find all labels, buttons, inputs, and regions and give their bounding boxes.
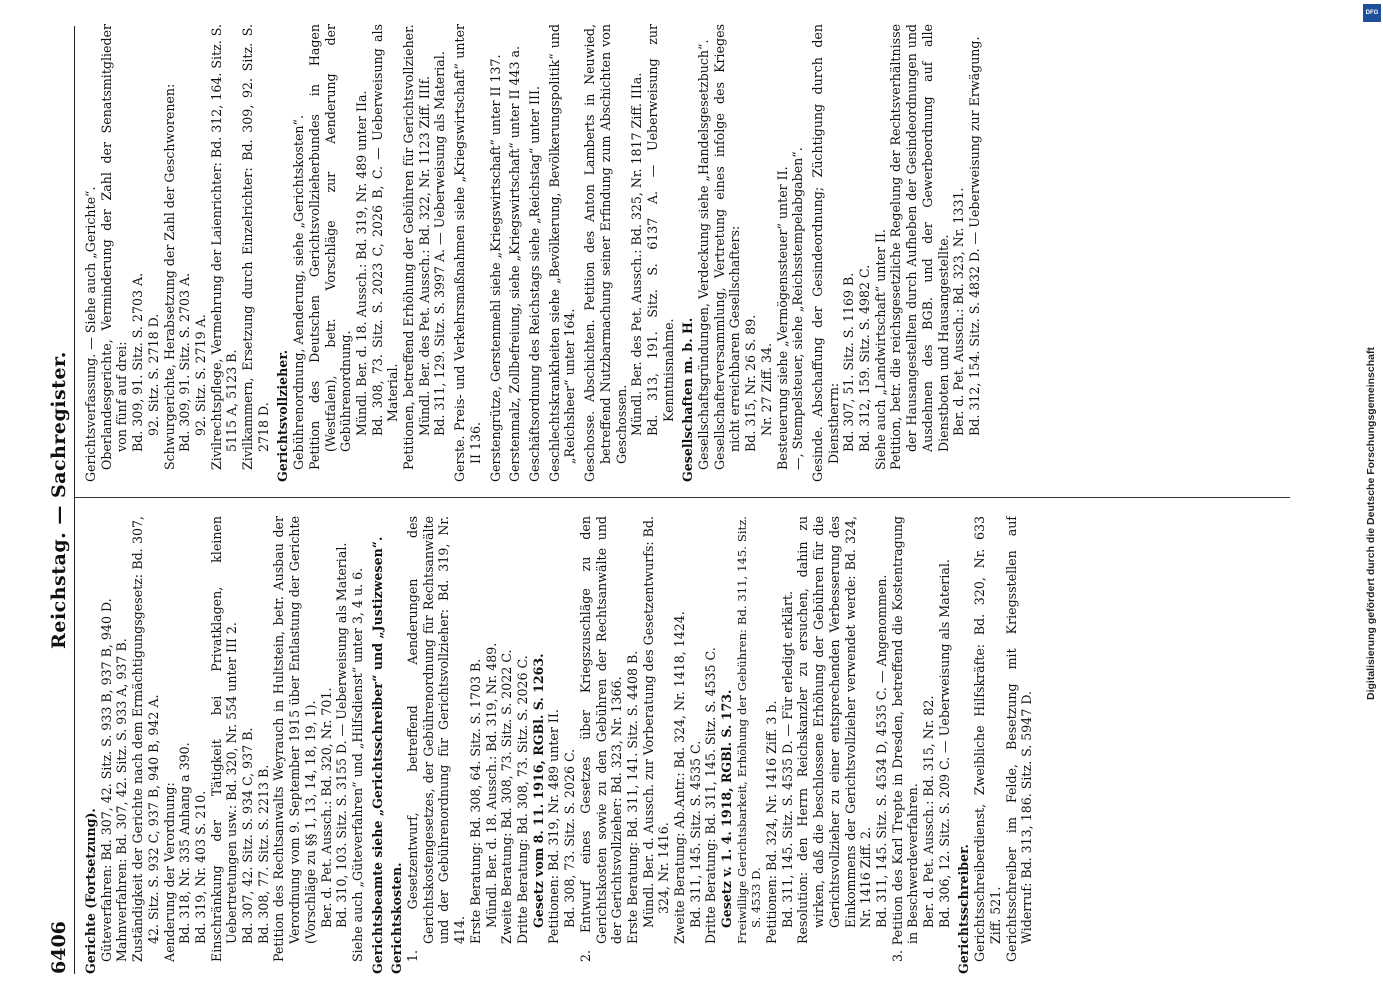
- register-entry: Mündl. Ber. des Pet. Aussch.: Bd. 325, Nr. 1817 Ziff. IIIa.: [629, 72, 645, 436]
- register-entry: Gerichtsverfassung. — Siehe auch „Gerichte“.: [83, 186, 98, 482]
- register-entry: Einschränkung der Tätigkeit bei Privatklagen, kleinen Uebertretungen usw.: Bd. 320, Nr. 554 unter III 2.: [208, 516, 240, 962]
- register-entry: Bd. 319, Nr. 403 S. 210.: [192, 790, 208, 944]
- dfg-logo: DFG: [1363, 4, 1381, 22]
- register-entry: Besteuerung siehe „Vermögenssteuer“ unter II.: [774, 166, 790, 470]
- register-entry: Gesinde. Abschaffung der Gesindeordnung; Züchtigung durch den Dienstherrn:: [809, 24, 841, 482]
- register-entry: Bd. 307, 42. Sitz. S. 934 C, 937 B.: [240, 727, 256, 944]
- register-entry: Petition des Rechtsanwalts Weyrauch in Hultstein, betr. Ausbau der Verordnung vom 9. September 1915 über Entlastung der Gerichte (Vorschläge zu §§ 1, 13, 14, 18, 19, 1).: [271, 516, 318, 962]
- register-entry: Resolution: den Herrn Reichskanzler zu ersuchen, dahin zu wirken, daß die beschlossene Erhöhung der Gebühren für die Gerichtsvollzieher zu einer entsprechenden Verbesserung des Einkommens der Gerichtsvollzieher verwendet werde: Bd. 324, Nr. 1416 Ziff. 2.: [795, 516, 874, 944]
- register-entry: Nr. 27 Ziff. 34.: [758, 342, 774, 436]
- register-entry: 1. Gesetzentwurf, betreffend Aenderungen des Gerichtskostengesetzes, der Gebührenordnung für Rechtsanwälte und der Gebührenordnung für Gerichtsvollzieher: Bd. 319, Nr. 414.: [405, 516, 468, 962]
- register-entry: Geschlechtskrankheiten siehe „Bevölkerung, Bevölkerungspolitik“ und „Reichsheer“ unter 164.: [546, 24, 578, 482]
- register-entry: 3. Petition des Karl Trepte in Dresden, betreffend die Kostentragung in Beschwerdeverfahren.: [889, 516, 921, 962]
- register-entry: Bd. 311, 145. Sitz. S. 4535 C.: [687, 740, 703, 928]
- register-entry: Gerichtskosten.: [389, 862, 405, 974]
- register-entry: Gerichtsschreiber.: [956, 844, 972, 974]
- register-entry: Gerstengrütze, Gerstenmehl siehe „Kriegswirtschaft“ unter II 137.: [487, 54, 503, 482]
- register-entry: Zuständigkeit der Gerichte nach dem Ermächtigungsgesetz: Bd. 307, 42. Sitz. S. 932 C, 937 B, 940 B, 942 A.: [130, 516, 161, 962]
- register-entry: Mündl. Ber. d. 18. Aussch.: Bd. 319, Nr. 489.: [483, 642, 499, 928]
- register-entry: Gerichte (Fortsetzung).: [83, 808, 98, 974]
- register-entry: Dritte Beratung: Bd. 311, 145. Sitz. S. 4535 C.: [703, 647, 719, 944]
- register-entry: Bd. 309, 91. Sitz. S. 2703 A.: [177, 272, 193, 452]
- register-entry: Oberlandesgerichte, Verminderung der Zahl der Senatsmitglieder von fünf auf drei:: [98, 24, 130, 470]
- register-entry: Bd. 311, 145. Sitz. S. 4534 D, 4535 C. — Angenommen.: [873, 574, 889, 928]
- register-entry: Bd. 312, 159. Sitz. S. 4982 C.: [857, 264, 873, 452]
- register-entry: Güteverfahren: Bd. 307, 42. Sitz. S. 933 B, 937 B, 940 D.: [98, 598, 114, 962]
- register-entry: Schwurgerichte, Herabsetzung der Zahl der Geschworenen:: [161, 83, 177, 470]
- register-entry: Petition, betr. die reichsgesetzliche Regelung der Rechtsverhältnisse der Hausangestellten durch Aufheben der Gesindeordnungen und Ausdehnen des BGB. und der Gewerbeordnung auf alle Dienstboten und Hausangestellte.: [888, 24, 951, 470]
- register-entry: Erste Beratung: Bd. 308, 64. Sitz. S. 1703 B.: [467, 658, 483, 944]
- register-entry: Gesetz v. 1. 4. 1918, RGBl. S. 173.: [719, 689, 735, 928]
- right-column: [75, 24, 1313, 482]
- register-entry: Petitionen: Bd. 319, Nr. 489 unter II.: [546, 709, 562, 944]
- register-entry: 92. Sitz. S. 2718 D.: [145, 313, 161, 436]
- register-entry: Mündl. Ber. d. Aussch. zur Vorberatung des Gesetzentwurfs: Bd. 324, Nr. 1416.: [640, 516, 672, 928]
- register-entry: Bd. 309, 91. Sitz. S. 2703 A.: [130, 272, 146, 452]
- register-entry: Erste Beratung: Bd. 311, 141. Sitz. S. 4408 B.: [624, 650, 640, 944]
- register-entry: Gesetz vom 8. 11. 1916, RGBl. S. 1263.: [530, 653, 546, 928]
- register-entry: Zweite Beratung: Ab.Antr.: Bd. 324, Nr. 1418, 1424.: [672, 611, 688, 944]
- register-entry: Bd. 318, Nr. 335 Anhang a 390.: [177, 742, 193, 944]
- register-entry: Bd. 308, 73. Sitz. S. 2026 C.: [562, 748, 578, 928]
- register-entry: Ber. d. Pet. Aussch.: Bd. 323, Nr. 1331.: [951, 187, 967, 436]
- register-entry: Gerste. Preis- und Verkehrsmaßnahmen siehe „Kriegswirtschaft“ unter II 136.: [452, 24, 483, 482]
- register-entry: Zweite Beratung: Bd. 308, 73. Sitz. S. 2022 C.: [499, 649, 515, 944]
- register-entry: Bd. 306, 12. Sitz. S. 209 C. — Ueberweisung als Material.: [936, 559, 952, 928]
- register-entry: Gebührenordnung, Aenderung, siehe „Gerichtskosten“.: [291, 115, 307, 470]
- scanned-page: [30, 0, 1340, 1000]
- register-entry: Gesellschaften m. b. H.: [680, 317, 696, 482]
- register-entry: —, Stempelsteuer, siehe „Reichsstempelabgaben“.: [790, 147, 806, 470]
- register-entry: Mahnverfahren: Bd. 307, 42. Sitz. S. 933 A, 937 B.: [114, 638, 130, 962]
- column-divider: [75, 497, 1290, 498]
- register-entry: Geschosse. Abschichten. Petition des Anton Lamberts in Neuwied, betreffend Nutzbarmachung seiner Erfindung zum Abschichten von Geschossen.: [582, 24, 629, 482]
- register-entry: Petition des Deutschen Gerichtsvollzieherbundes in Hagen (Westfalen), betr. Vorschläge zur Aenderung der Gebührenordnung.: [306, 24, 354, 470]
- register-entry: Siehe auch „Landwirtschaft“ unter II.: [872, 229, 888, 470]
- left-column: [75, 516, 1313, 974]
- register-entry: Bd. 315, Nr. 26 S. 89.: [743, 314, 759, 452]
- register-entry: Petitionen: Bd. 324, Nr. 1416 Ziff. 3 b.: [764, 700, 780, 944]
- register-entry: Zivilkammern, Ersetzung durch Einzelrichter: Bd. 309, 92. Sitz. S. 2718 D.: [240, 24, 271, 470]
- register-entry: Dritte Beratung: Bd. 308, 73. Sitz. S. 2026 C.: [514, 655, 530, 944]
- digitization-note-text: Digitalisierung gefördert durch die Deutsche Forschungsgemeinschaft: [1365, 347, 1377, 700]
- register-entry: Bd. 311, 129. Sitz. S. 3997 A. — Ueberweisung als Material.: [432, 51, 448, 436]
- register-columns: [75, 26, 1305, 974]
- register-entry: Gerichtsvollzieher.: [275, 349, 291, 482]
- register-entry: Bd. 307, 51. Sitz. S. 1169 B.: [841, 272, 857, 452]
- page-number: 6406: [48, 921, 70, 974]
- register-entry: Geschäftsordnung des Reichstags siehe „Reichstag“ unter III.: [526, 86, 542, 482]
- register-entry: Bd. 312, 154. Sitz. S. 4832 D. — Ueberweisung zur Erwägung.: [966, 36, 982, 436]
- register-entry: Siehe auch „Güteverfahren“ und „Hilfsdienst“ unter 3, 4 u. 6.: [349, 567, 365, 962]
- register-entry: Zivilrechtspflege, Vermehrung der Laienrichter: Bd. 312, 164. Sitz. S. 5115 A, 5123 B.: [208, 24, 240, 470]
- running-title: Reichstag. — Sachregister.: [48, 351, 70, 649]
- register-entry: Mündl. Ber. des Pet. Aussch.: Bd. 322, Nr. 1123 Ziff. IIIf.: [416, 75, 432, 436]
- register-entry: Bd. 313, 191. Sitz. S. 6137 A. — Ueberweisung zur Kenntnisnahme.: [644, 24, 676, 436]
- register-entry: Gerichtsschreiberdienst, Zweibliche Hilfskräfte: Bd. 320, Nr. 633 Ziff. 521.: [972, 516, 1003, 962]
- register-entry: Gerichtsbeamte siehe „Gerichtsschreiber“ und „Justizwesen“.: [369, 536, 385, 974]
- register-entry: Ber. d. Pet. Aussch.: Bd. 320, Nr. 701.: [318, 687, 334, 928]
- page-header: [40, 26, 75, 974]
- register-entry: Gesellschaftsgründungen, Verdeckung siehe „Handelsgesetzbuch“.: [696, 39, 712, 470]
- register-entry: 92. Sitz. S. 2719 A.: [192, 314, 208, 436]
- register-entry: Gerichtsschreiber im Felde, Besetzung mit Kriegsstellen auf Widerruf: Bd. 313, 186. Sitz. S. 5947 D.: [1003, 516, 1035, 962]
- register-entry: Bd. 311, 145. Sitz. S. 4535 D. — Für erledigt erklärt.: [779, 590, 795, 928]
- register-entry: Bd. 308, 73. Sitz. S. 2023 C, 2026 B, C. — Ueberweisung als Material.: [369, 24, 401, 436]
- register-entry: Gerstenmalz, Zollbefreiung, siehe „Kriegswirtschaft“ unter II 443 a.: [507, 45, 523, 482]
- register-entry: Mündl. Ber. d. 18. Aussch.: Bd. 319, Nr. 489 unter IIa.: [353, 90, 369, 436]
- register-entry: Bd. 308, 77. Sitz. S. 2213 B.: [255, 764, 271, 944]
- register-entry: Gesellschafterversammlung, Vertretung eines infolge des Krieges nicht erreichbaren Gesellschafters:: [711, 24, 743, 470]
- register-entry: Bd. 310, 103. Sitz. S. 3155 D. — Ueberweisung als Material.: [334, 542, 350, 928]
- register-entry: Aenderung der Verordnung:: [161, 782, 177, 962]
- register-entry: Freiwillige Gerichtsbarkeit, Erhöhung der Gebühren: Bd. 311, 145. Sitz. S. 4533 D.: [734, 516, 764, 944]
- digitization-note: [1363, 20, 1377, 700]
- register-entry: Petitionen, betreffend Erhöhung der Gebühren für Gerichtsvollzieher.: [401, 24, 417, 470]
- register-entry: Ber. d. Pet. Aussch.: Bd. 315, Nr. 82.: [921, 695, 937, 928]
- register-entry: 2. Entwurf eines Gesetzes über Kriegszuschläge zu den Gerichtskosten sowie zu den Gebühren der Rechtsanwälte und der Gerichtsvollzieher: Bd. 323, Nr. 1366.: [577, 516, 625, 962]
